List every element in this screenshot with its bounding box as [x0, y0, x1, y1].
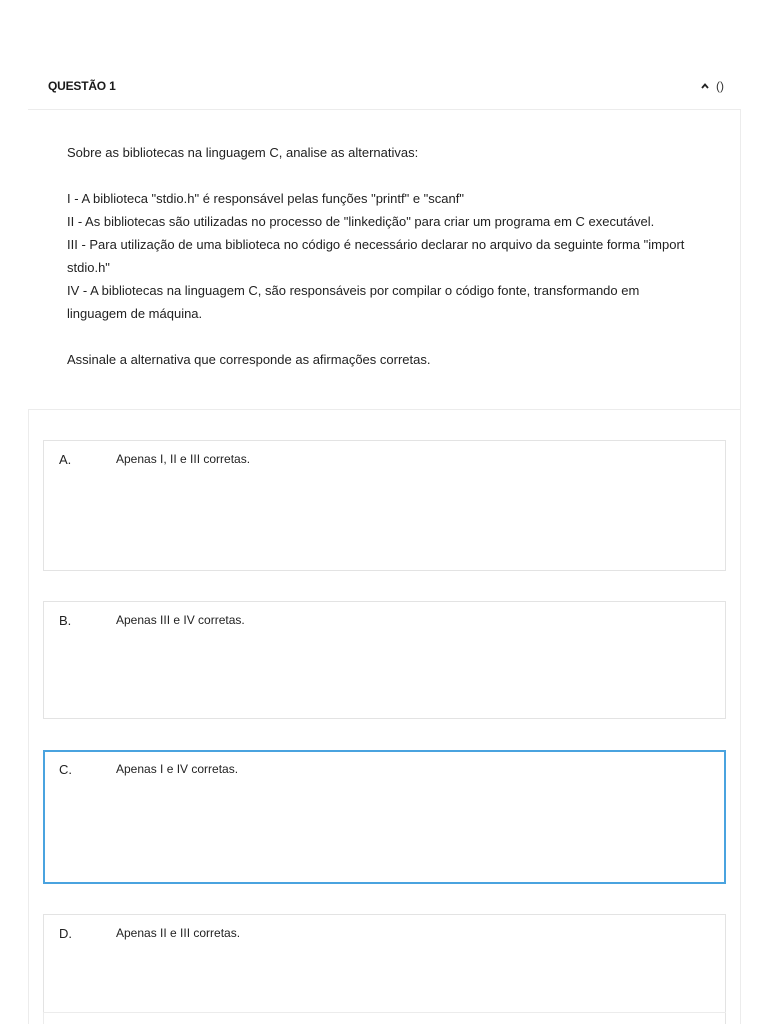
option-letter: B. [59, 613, 72, 628]
collapse-toggle[interactable] [700, 79, 724, 93]
option-text: Apenas I, II e III corretas. [116, 452, 251, 466]
statement-prompt: Assinale a alternativa que corresponde as afirmações corretas. [67, 352, 431, 367]
next-option-edge [43, 1012, 726, 1024]
option-d[interactable] [43, 914, 726, 1024]
question-header [48, 76, 724, 96]
option-text: Apenas II e III corretas. [116, 926, 241, 940]
collapse-toggle-label: () [716, 79, 724, 93]
option-letter: D. [59, 926, 72, 941]
question-title: QUESTÃO 1 [48, 79, 116, 93]
option-a[interactable] [43, 440, 726, 571]
option-text: Apenas I e IV corretas. [116, 762, 239, 776]
statement-item: II - As bibliotecas são utilizadas no processo de "linkedição" para criar um programa em C executável. [67, 214, 655, 229]
statement-item: I - A biblioteca "stdio.h" é responsável pelas funções "printf" e "scanf" [67, 191, 464, 206]
option-letter: C. [59, 762, 72, 777]
option-text: Apenas III e IV corretas. [116, 613, 245, 627]
question-statement [67, 141, 687, 371]
statement-intro: Sobre as bibliotecas na linguagem C, analise as alternativas: [67, 145, 419, 160]
statement-item: IV - A bibliotecas na linguagem C, são responsáveis por compilar o código fonte, transformando em linguagem de máquina. [67, 283, 640, 321]
option-letter: A. [59, 452, 72, 467]
chevron-up-icon [700, 81, 710, 91]
option-b[interactable] [43, 601, 726, 719]
option-c[interactable] [43, 750, 726, 884]
statement-item: III - Para utilização de uma biblioteca no código é necessário declarar no arquivo da seguinte forma "import stdio.h" [67, 237, 685, 275]
